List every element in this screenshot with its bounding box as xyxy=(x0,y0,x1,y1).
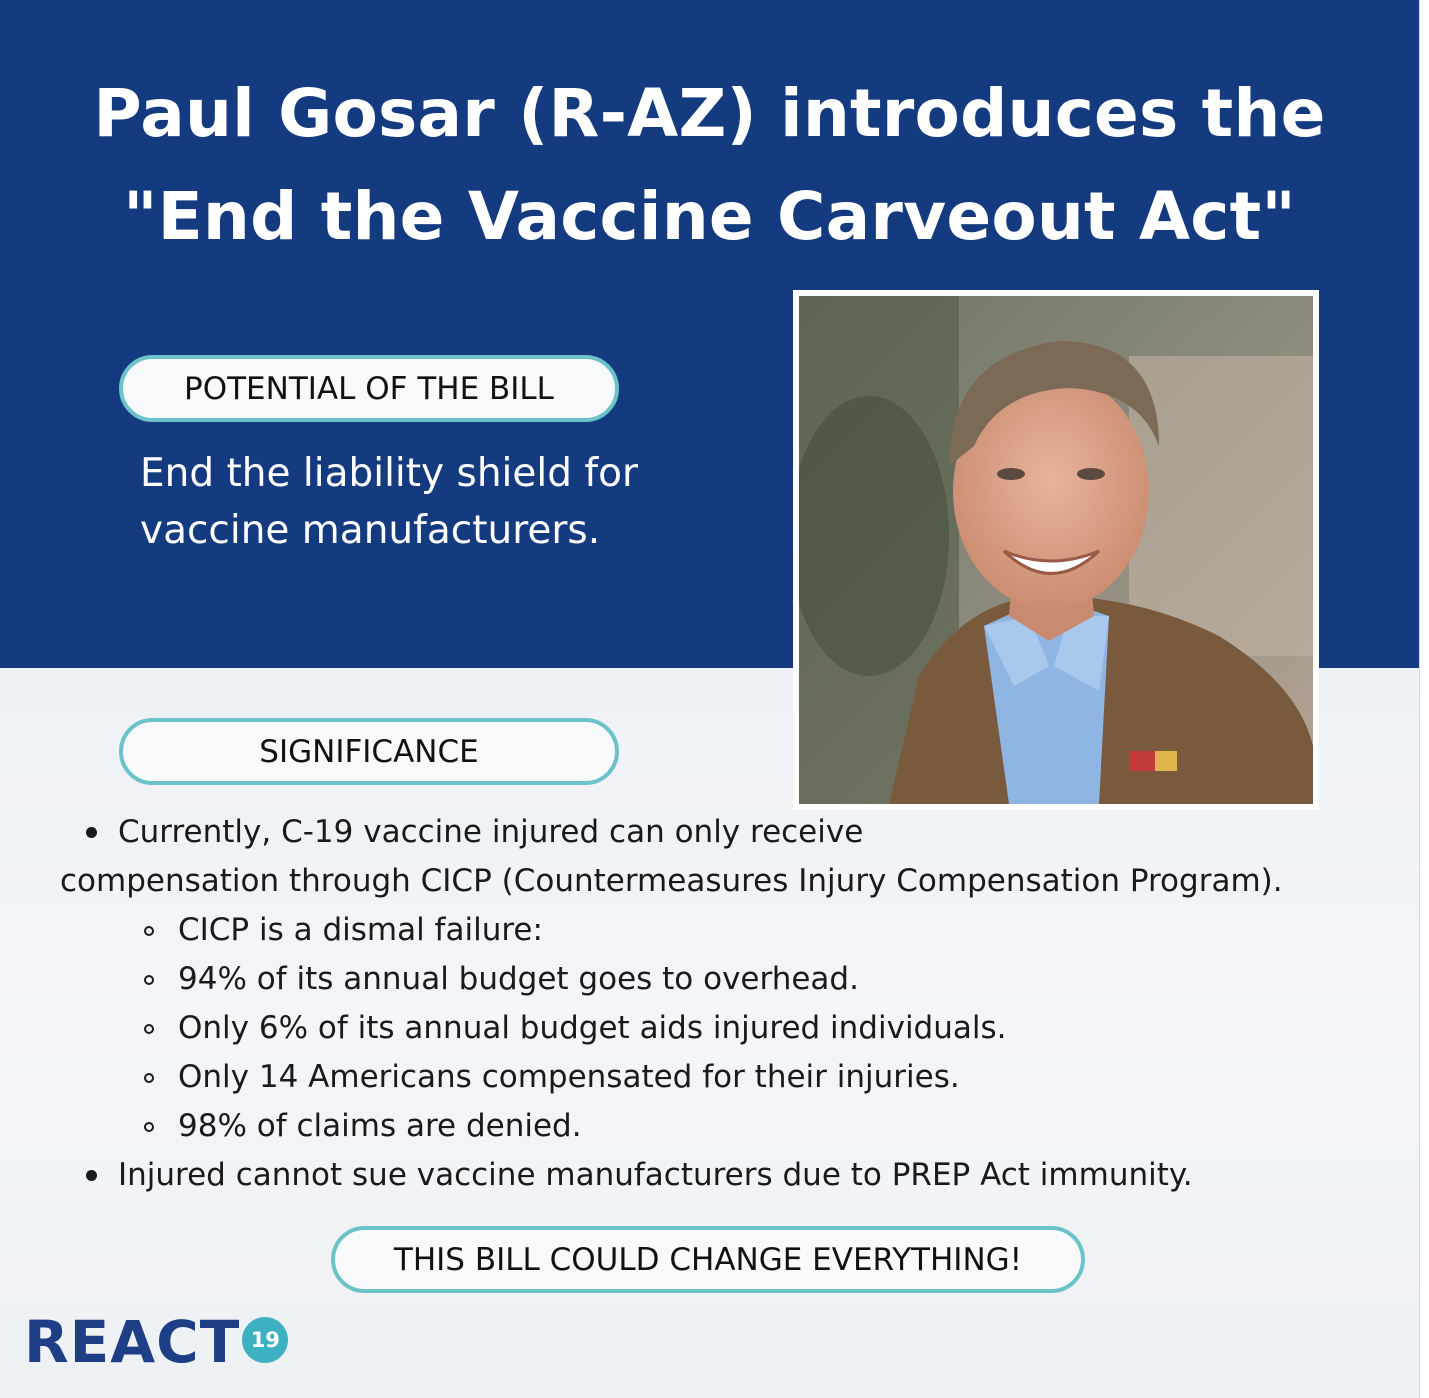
portrait-photo xyxy=(793,290,1319,810)
significance-list xyxy=(60,808,1390,1200)
call-to-action-label: THIS BILL COULD CHANGE EVERYTHING! xyxy=(393,1241,1023,1278)
call-to-action-pill xyxy=(331,1226,1085,1293)
react19-logo xyxy=(24,1310,288,1374)
list-item xyxy=(60,1151,1390,1200)
sub-item-3: Only 6% of its annual budget aids injured individuals. xyxy=(178,1010,1007,1046)
sub-list-item xyxy=(60,906,1390,955)
sub-list-item xyxy=(60,955,1390,1004)
logo-badge: 19 xyxy=(242,1317,288,1363)
sub-bullet-ring xyxy=(144,1073,154,1083)
potential-desc-line-1: End the liability shield for xyxy=(140,451,638,496)
sub-item-2: 94% of its annual budget goes to overhead. xyxy=(178,961,859,997)
list-item-continuation xyxy=(60,857,1390,906)
significance-label-pill xyxy=(119,718,619,785)
sub-list-item xyxy=(60,1053,1390,1102)
sub-list-item xyxy=(60,1004,1390,1053)
potential-desc-line-2: vaccine manufacturers. xyxy=(140,508,601,553)
potential-label-pill xyxy=(119,355,619,422)
title-line-2: "End the Vaccine Carveout Act" xyxy=(123,178,1296,255)
bullet-1-line-1: Currently, C-19 vaccine injured can only receive xyxy=(118,814,864,850)
sub-item-4: Only 14 Americans compensated for their injuries. xyxy=(178,1059,960,1095)
sub-item-5: 98% of claims are denied. xyxy=(178,1108,582,1144)
page-title xyxy=(0,62,1419,268)
bullet-dot xyxy=(86,827,97,838)
potential-label: POTENTIAL OF THE BILL xyxy=(184,370,554,407)
sub-bullet-ring xyxy=(144,1122,154,1132)
sub-bullet-ring xyxy=(144,975,154,985)
potential-description xyxy=(140,445,700,559)
sub-bullet-ring xyxy=(144,1024,154,1034)
portrait-image xyxy=(799,296,1313,804)
edge-strip xyxy=(1419,0,1429,1398)
logo-text: REACT xyxy=(24,1308,241,1376)
sub-bullet-ring xyxy=(144,926,154,936)
title-line-1: Paul Gosar (R-AZ) introduces the xyxy=(93,75,1326,152)
bullet-2: Injured cannot sue vaccine manufacturers due to PREP Act immunity. xyxy=(118,1157,1193,1193)
list-item xyxy=(60,808,1390,857)
bullet-1-line-2: compensation through CICP (Countermeasures Injury Compensation Program). xyxy=(60,863,1283,899)
sub-list-item xyxy=(60,1102,1390,1151)
sub-item-1: CICP is a dismal failure: xyxy=(178,912,543,948)
significance-label: SIGNIFICANCE xyxy=(259,733,479,770)
bullet-dot xyxy=(86,1170,97,1181)
